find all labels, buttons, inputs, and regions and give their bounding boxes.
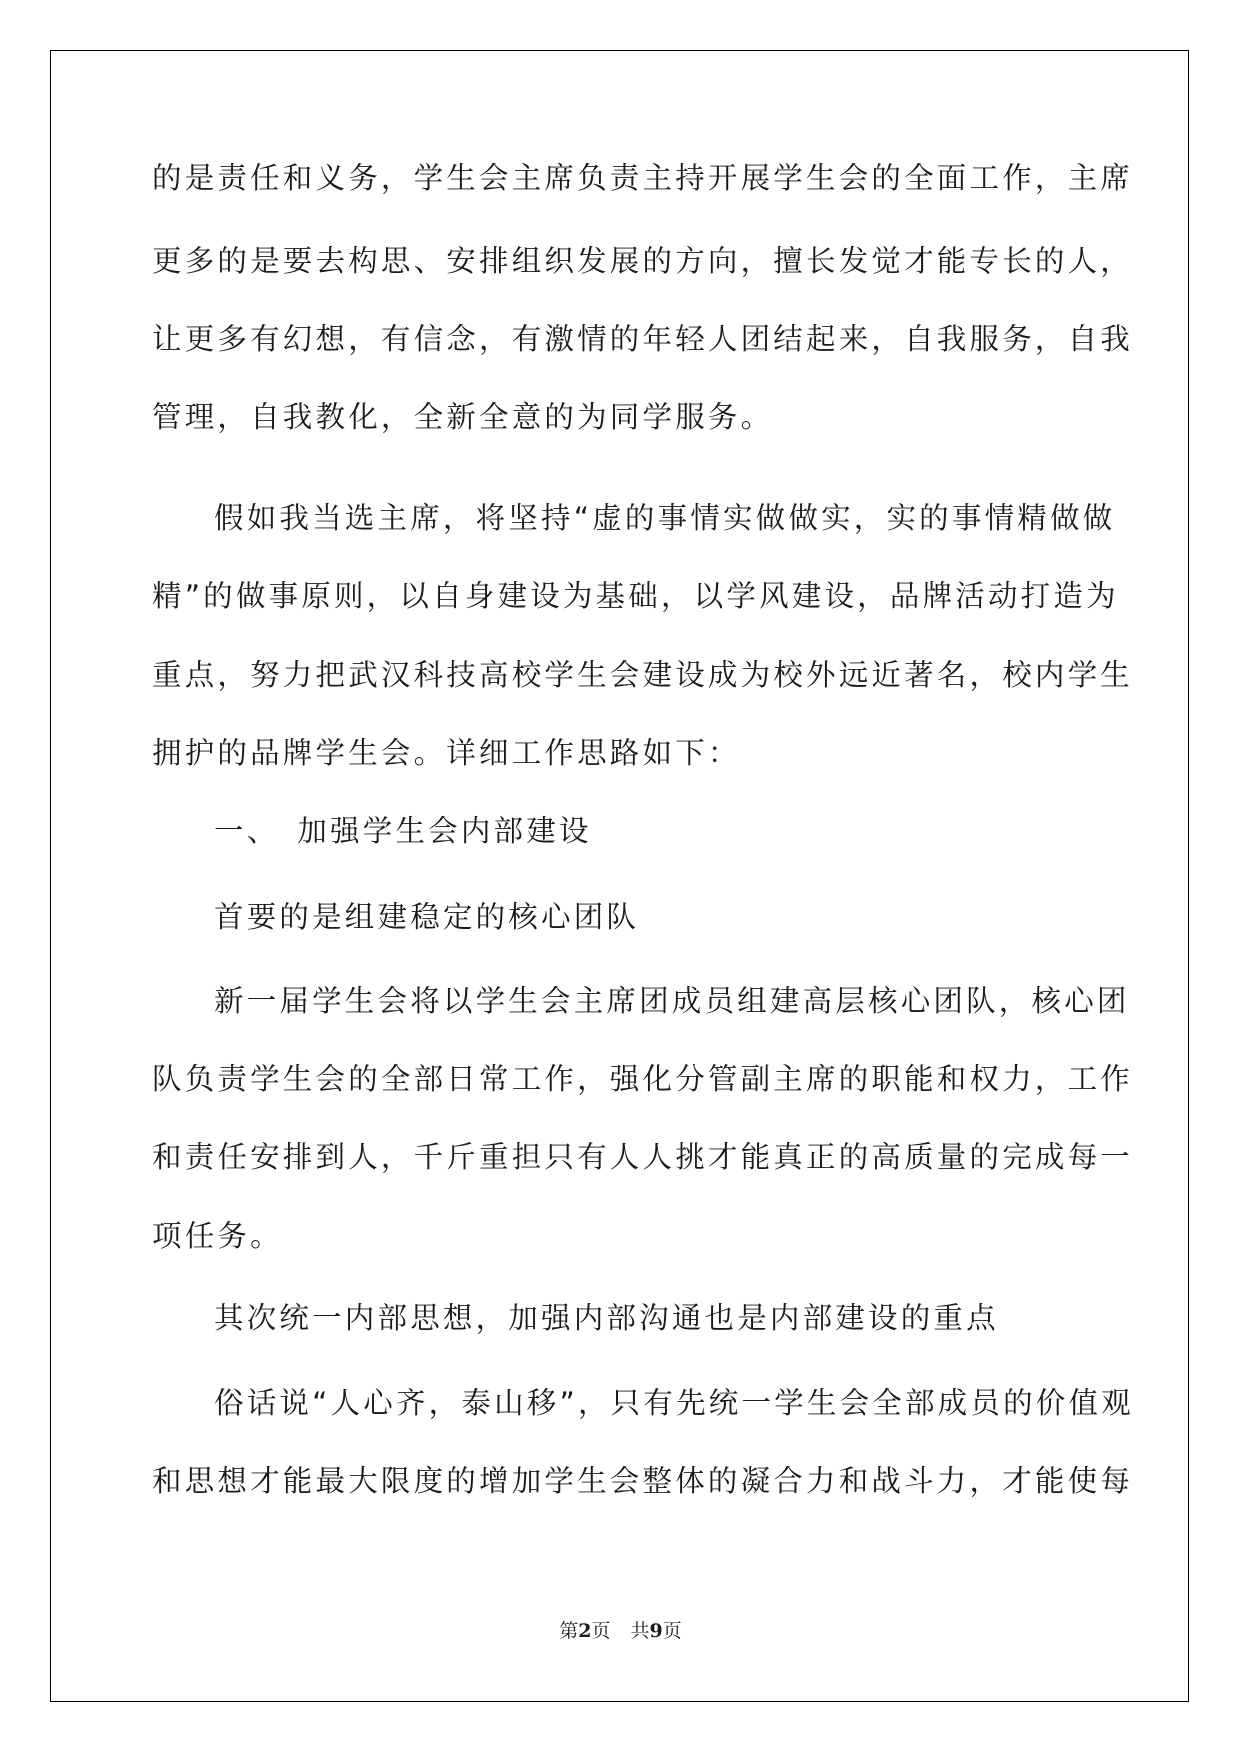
paragraph-line: 和思想才能最大限度的增加学生会整体的凝合力和战斗力，才能使每 bbox=[152, 1464, 1134, 1498]
paragraph-line: 假如我当选主席，将坚持“虚的事情实做做实，实的事情精做做 bbox=[214, 501, 1116, 535]
paragraph-line: 重点，努力把武汉科技高校学生会建设成为校外远近著名，校内学生 bbox=[152, 658, 1134, 692]
paragraph-line: 队负责学生会的全部日常工作，强化分管副主席的职能和权力，工作 bbox=[152, 1062, 1134, 1096]
subheading: 其次统一内部思想，加强内部沟通也是内部建设的重点 bbox=[214, 1301, 999, 1335]
total-prefix: 共 bbox=[630, 1620, 650, 1642]
total-suffix: 页 bbox=[662, 1620, 682, 1642]
page-prefix: 第 bbox=[559, 1620, 579, 1642]
page-footer bbox=[0, 1616, 1241, 1643]
paragraph-line: 拥护的品牌学生会。详细工作思路如下： bbox=[152, 736, 741, 770]
paragraph-line: 项任务。 bbox=[152, 1219, 283, 1253]
paragraph-line: 管理，自我教化，全新全意的为同学服务。 bbox=[152, 400, 774, 434]
total-pages: 9 bbox=[649, 1620, 663, 1642]
paragraph-line: 精”的做事原则，以自身建设为基础，以学风建设，品牌活动打造为 bbox=[152, 579, 1119, 613]
paragraph-line: 俗话说“人心齐，泰山移”，只有先统一学生会全部成员的价值观 bbox=[214, 1386, 1134, 1420]
page-border bbox=[50, 50, 1189, 1702]
page-suffix: 页 bbox=[591, 1620, 611, 1642]
section-heading: 一、 加强学生会内部建设 bbox=[214, 814, 592, 848]
paragraph-line: 让更多有幻想，有信念，有激情的年轻人团结起来，自我服务，自我 bbox=[152, 322, 1134, 356]
paragraph-line: 和责任安排到人，千斤重担只有人人挑才能真正的高质量的完成每一 bbox=[152, 1140, 1134, 1174]
subheading: 首要的是组建稳定的核心团队 bbox=[214, 900, 640, 934]
page-number: 2 bbox=[578, 1620, 592, 1642]
paragraph-line: 更多的是要去构思、安排组织发展的方向，擅长发觉才能专长的人， bbox=[152, 244, 1134, 278]
paragraph-line: 的是责任和义务，学生会主席负责主持开展学生会的全面工作，主席 bbox=[152, 161, 1134, 195]
paragraph-line: 新一届学生会将以学生会主席团成员组建高层核心团队，核心团 bbox=[214, 984, 1130, 1018]
